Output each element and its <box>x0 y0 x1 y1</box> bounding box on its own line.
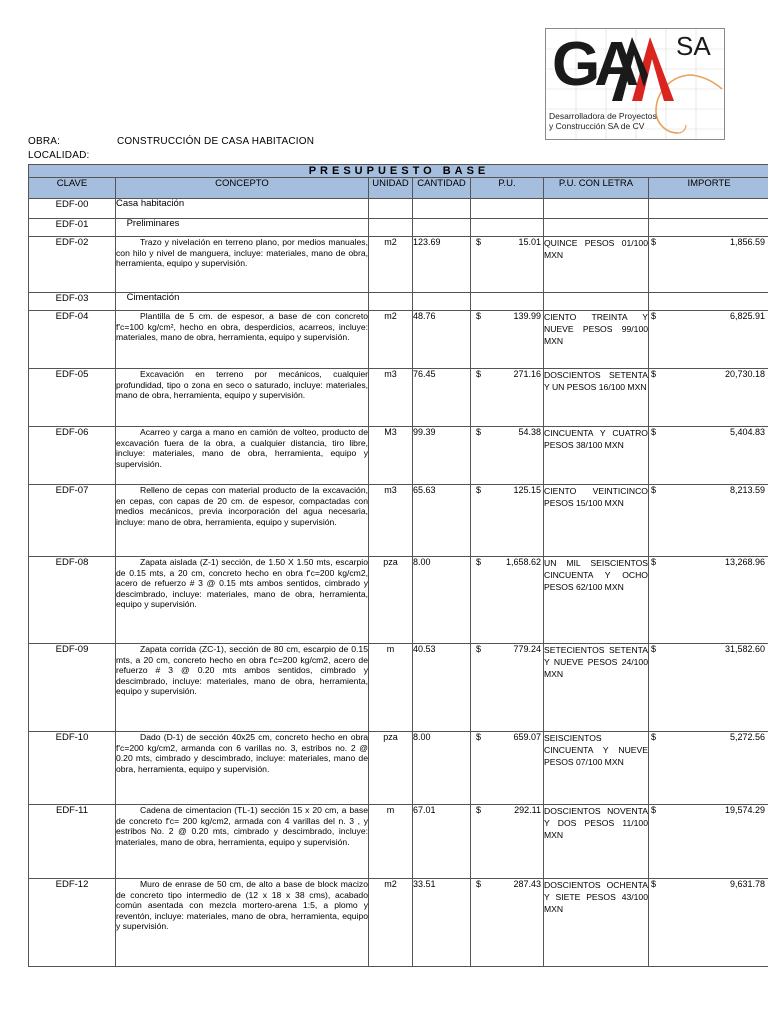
cell-cantidad: 76.45 <box>413 369 471 427</box>
cell-pu <box>471 369 544 427</box>
cell-importe <box>649 219 768 237</box>
cell-unidad: m2 <box>369 237 413 293</box>
cell-cantidad: 67.01 <box>413 805 471 879</box>
concepto-text: Dado (D-1) de sección 40x25 cm, concreto hecho en obra f'c=200 kg/cm2, armanda con 6 varillas no. 3, estribos no. 2 @ 0.20 mts, cimbrado y descimbrado, incluye: materiales, mano de obra, herramienta, equipo y supervisión. <box>116 732 371 774</box>
importe-value: 8,213.59 <box>729 485 765 495</box>
cell-importe <box>649 199 768 219</box>
company-logo <box>545 28 725 140</box>
col-header-unidad: UNIDAD <box>369 178 413 199</box>
cell-importe <box>649 311 768 369</box>
cell-pu-letra: SEISCIENTOS CINCUENTA Y NUEVE PESOS 07/100 MXN <box>544 732 649 805</box>
cell-importe <box>649 427 768 485</box>
currency-symbol: $ <box>651 311 657 321</box>
cell-concepto <box>116 644 369 732</box>
importe-value: 31,582.60 <box>724 644 765 654</box>
currency-symbol: $ <box>651 644 657 654</box>
concepto-text: Zapata aislada (Z-1) sección, de 1.50 X 1.50 mts, escarpio de 0.15 mts, a 20 cm, concreto hecho en obra f'c=200 kg/cm2, acero de refuerzo # 3 @ 0.15 mts ambos sentidos, cimbrado y descimbrado, incluye: materiales, mano de obra, herramienta, equipo y supervisión. <box>116 557 371 610</box>
cell-concepto <box>116 732 369 805</box>
cell-importe <box>649 732 768 805</box>
cell-concepto <box>116 369 369 427</box>
cell-cantidad: 123.69 <box>413 237 471 293</box>
cell-pu-letra: SETECIENTOS SETENTA Y NUEVE PESOS 24/100 MXN <box>544 644 649 732</box>
cell-clave: EDF-12 <box>29 879 116 967</box>
cell-pu-letra: QUINCE PESOS 01/100 MXN <box>544 237 649 293</box>
cell-pu <box>471 293 544 311</box>
cell-unidad: pza <box>369 557 413 644</box>
cell-importe <box>649 237 768 293</box>
pu-value: 271.16 <box>513 369 541 379</box>
currency-symbol: $ <box>476 369 482 379</box>
concepto-text: Cimentación <box>116 292 180 303</box>
cell-importe <box>649 485 768 557</box>
table-row <box>29 485 768 557</box>
cell-unidad <box>369 199 413 219</box>
table-row <box>29 199 768 219</box>
localidad-label: LOCALIDAD: <box>28 150 90 161</box>
currency-symbol: $ <box>651 732 657 742</box>
logo-letters: GA <box>552 30 633 99</box>
importe-value: 5,272.56 <box>729 732 765 742</box>
cell-pu <box>471 879 544 967</box>
currency-symbol: $ <box>476 427 482 437</box>
cell-importe <box>649 644 768 732</box>
table-row <box>29 557 768 644</box>
obra-label: OBRA: <box>28 136 61 147</box>
cell-cantidad <box>413 293 471 311</box>
table-row <box>29 369 768 427</box>
currency-symbol: $ <box>476 485 482 495</box>
pu-value: 287.43 <box>513 879 541 889</box>
cell-unidad: M3 <box>369 427 413 485</box>
concepto-text: Excavación en terreno por mecánicos, cualquier profundidad, tipo o zona en seco o saturado, incluye: materiales, mano de obra, herramienta, equipo y supervisión. <box>116 369 371 401</box>
table-title: PRESUPUESTO BASE <box>29 165 768 178</box>
importe-value: 5,404.83 <box>729 427 765 437</box>
cell-unidad <box>369 293 413 311</box>
currency-symbol: $ <box>651 485 657 495</box>
pu-value: 15.01 <box>518 237 541 247</box>
cell-pu-letra: DOSCIENTOS NOVENTA Y DOS PESOS 11/100 MXN <box>544 805 649 879</box>
currency-symbol: $ <box>651 879 657 889</box>
cell-clave: EDF-09 <box>29 644 116 732</box>
col-header-importe: IMPORTE <box>649 178 768 199</box>
concepto-text: Muro de enrase de 50 cm, de alto a base de block macizo de concreto tipo intermedio de (12 x 18 x 38 cms), acabado común asentada con mezcla mortero-arena 1:5, a plomo y reventón, incluye: materiales, mano de obra, herramienta, equipo y supervisión. <box>116 879 371 932</box>
cell-cantidad: 99.39 <box>413 427 471 485</box>
cell-clave: EDF-04 <box>29 311 116 369</box>
cell-unidad: m3 <box>369 485 413 557</box>
cell-pu <box>471 805 544 879</box>
cell-importe <box>649 293 768 311</box>
currency-symbol: $ <box>651 805 657 815</box>
cell-pu <box>471 311 544 369</box>
table-row <box>29 879 768 967</box>
cell-pu <box>471 644 544 732</box>
cell-pu <box>471 485 544 557</box>
cell-pu-letra: UN MIL SEISCIENTOS CINCUENTA Y OCHO PESOS 62/100 MXN <box>544 557 649 644</box>
currency-symbol: $ <box>476 557 482 567</box>
currency-symbol: $ <box>476 311 482 321</box>
cell-clave: EDF-07 <box>29 485 116 557</box>
cell-clave: EDF-10 <box>29 732 116 805</box>
cell-cantidad: 65.63 <box>413 485 471 557</box>
cell-importe <box>649 879 768 967</box>
cell-unidad: m <box>369 644 413 732</box>
table-row <box>29 427 768 485</box>
cell-unidad: m2 <box>369 311 413 369</box>
cell-concepto <box>116 199 369 219</box>
pu-value: 139.99 <box>513 311 541 321</box>
currency-symbol: $ <box>651 427 657 437</box>
currency-symbol: $ <box>476 237 482 247</box>
cell-pu-letra <box>544 293 649 311</box>
currency-symbol: $ <box>651 557 657 567</box>
importe-value: 20,730.18 <box>724 369 765 379</box>
concepto-text: Acarreo y carga a mano en camión de volteo, producto de excavación fuera de la obra, a cualquier distancia, tiro libre, incluye: materiales, mano de obra, herramienta, equipo y supervisión. <box>116 427 371 469</box>
concepto-text: Zapata corrida (ZC-1), sección de 80 cm, escarpio de 0.15 mts, a 20 cm, concreto hecho en obra f'c=200 kg/cm2, acero de refuerzo # 3 @ 0.20 mts ambos sentidos, cimbrado y descimbrado, incluye: materiales, mano de obra, herramienta, equipo y supervisión. <box>116 644 371 697</box>
cell-concepto <box>116 557 369 644</box>
concepto-text: Preliminares <box>116 218 180 229</box>
pu-value: 125.15 <box>513 485 541 495</box>
logo-suffix: SA <box>676 31 711 61</box>
currency-symbol: $ <box>476 732 482 742</box>
importe-value: 9,631.78 <box>729 879 765 889</box>
table-row <box>29 219 768 237</box>
pu-value: 1,658.62 <box>505 557 541 567</box>
importe-value: 13,268.96 <box>724 557 765 567</box>
cell-pu <box>471 427 544 485</box>
col-header-concepto: CONCEPTO <box>116 178 369 199</box>
currency-symbol: $ <box>476 879 482 889</box>
cell-pu-letra <box>544 219 649 237</box>
cell-clave: EDF-06 <box>29 427 116 485</box>
cell-unidad <box>369 219 413 237</box>
col-header-clave: CLAVE <box>29 178 116 199</box>
currency-symbol: $ <box>651 369 657 379</box>
importe-value: 1,856.59 <box>729 237 765 247</box>
table-row <box>29 237 768 293</box>
logo-tagline-2: y Construcción SA de CV <box>549 121 645 131</box>
budget-table <box>28 164 768 967</box>
concepto-text: Casa habitación <box>116 198 185 209</box>
importe-value: 6,825.91 <box>729 311 765 321</box>
cell-cantidad: 48.76 <box>413 311 471 369</box>
pu-value: 779.24 <box>513 644 541 654</box>
cell-unidad: m3 <box>369 369 413 427</box>
currency-symbol: $ <box>476 644 482 654</box>
cell-concepto <box>116 485 369 557</box>
cell-unidad: m <box>369 805 413 879</box>
cell-importe <box>649 805 768 879</box>
cell-pu-letra <box>544 199 649 219</box>
currency-symbol: $ <box>476 805 482 815</box>
obra-value: CONSTRUCCIÓN DE CASA HABITACION <box>117 136 315 147</box>
logo-tagline <box>549 111 657 131</box>
table-row <box>29 644 768 732</box>
concepto-text: Trazo y nivelación en terreno plano, por medios manuales, con hilo y nivel de manguera, incluye: materiales, mano de obra, herramienta, equipo y supervisión. <box>116 237 371 269</box>
cell-clave: EDF-03 <box>29 293 116 311</box>
cell-importe <box>649 557 768 644</box>
cell-cantidad: 40.53 <box>413 644 471 732</box>
cell-concepto <box>116 219 369 237</box>
importe-value: 19,574.29 <box>724 805 765 815</box>
table-row <box>29 732 768 805</box>
cell-concepto <box>116 805 369 879</box>
cell-concepto <box>116 237 369 293</box>
cell-unidad: pza <box>369 732 413 805</box>
concepto-text: Cadena de cimentacion (TL-1) sección 15 x 20 cm, a base de concreto f'c= 200 kg/cm2, armada con 4 varillas del n. 3 , y estribos No. 2 @ 0.20 mts, cimbrado y descimbrado, incluye: materiales, mano de obra, herramienta, equipo y supervisión. <box>116 805 371 847</box>
cell-pu-letra: DOSCIENTOS OCHENTA Y SIETE PESOS 43/100 MXN <box>544 879 649 967</box>
cell-clave: EDF-05 <box>29 369 116 427</box>
currency-symbol: $ <box>651 237 657 247</box>
cell-cantidad: 8.00 <box>413 557 471 644</box>
cell-cantidad <box>413 219 471 237</box>
cell-pu-letra: CINCUENTA Y CUATRO PESOS 38/100 MXN <box>544 427 649 485</box>
cell-pu-letra: DOSCIENTOS SETENTA Y UN PESOS 16/100 MXN <box>544 369 649 427</box>
cell-pu <box>471 219 544 237</box>
table-row <box>29 805 768 879</box>
table-row <box>29 311 768 369</box>
cell-clave: EDF-11 <box>29 805 116 879</box>
concepto-text: Relleno de cepas con material producto de la excavación, en cepas, con capas de 20 cm. de espesor, compactadas con medios mecánicos, previa incorporación del agua necesaria, incluye: mano de obra, herramienta, equipo y supervisión. <box>116 485 371 527</box>
cell-clave: EDF-08 <box>29 557 116 644</box>
cell-pu <box>471 557 544 644</box>
cell-cantidad: 8.00 <box>413 732 471 805</box>
cell-clave: EDF-02 <box>29 237 116 293</box>
pu-value: 54.38 <box>518 427 541 437</box>
cell-clave: EDF-01 <box>29 219 116 237</box>
cell-cantidad <box>413 199 471 219</box>
cell-pu-letra: CIENTO TREINTA Y NUEVE PESOS 99/100 MXN <box>544 311 649 369</box>
cell-pu <box>471 237 544 293</box>
cell-unidad: m2 <box>369 879 413 967</box>
col-header-pu: P.U. <box>471 178 544 199</box>
cell-importe <box>649 369 768 427</box>
cell-pu-letra: CIENTO VEINTICINCO PESOS 15/100 MXN <box>544 485 649 557</box>
cell-concepto <box>116 427 369 485</box>
cell-clave: EDF-00 <box>29 199 116 219</box>
pu-value: 292.11 <box>514 805 541 815</box>
col-header-pu-letra: P.U. CON LETRA <box>544 178 649 199</box>
table-row <box>29 293 768 311</box>
cell-concepto <box>116 293 369 311</box>
pu-value: 659.07 <box>513 732 541 742</box>
table-header-row <box>29 178 768 199</box>
cell-cantidad: 33.51 <box>413 879 471 967</box>
table-body <box>29 199 768 967</box>
concepto-text: Plantilla de 5 cm. de espesor, a base de con concreto f'c=100 kg/cm², hecho en obra, desperdicios, acarreos, incluye: materiales, mano de obra, herramienta, equipo y supervisión. <box>116 311 371 343</box>
cell-pu <box>471 199 544 219</box>
cell-concepto <box>116 879 369 967</box>
logo-tagline-1: Desarrolladora de Proyectos <box>549 111 657 121</box>
col-header-cantidad: CANTIDAD <box>413 178 471 199</box>
cell-pu <box>471 732 544 805</box>
cell-concepto <box>116 311 369 369</box>
